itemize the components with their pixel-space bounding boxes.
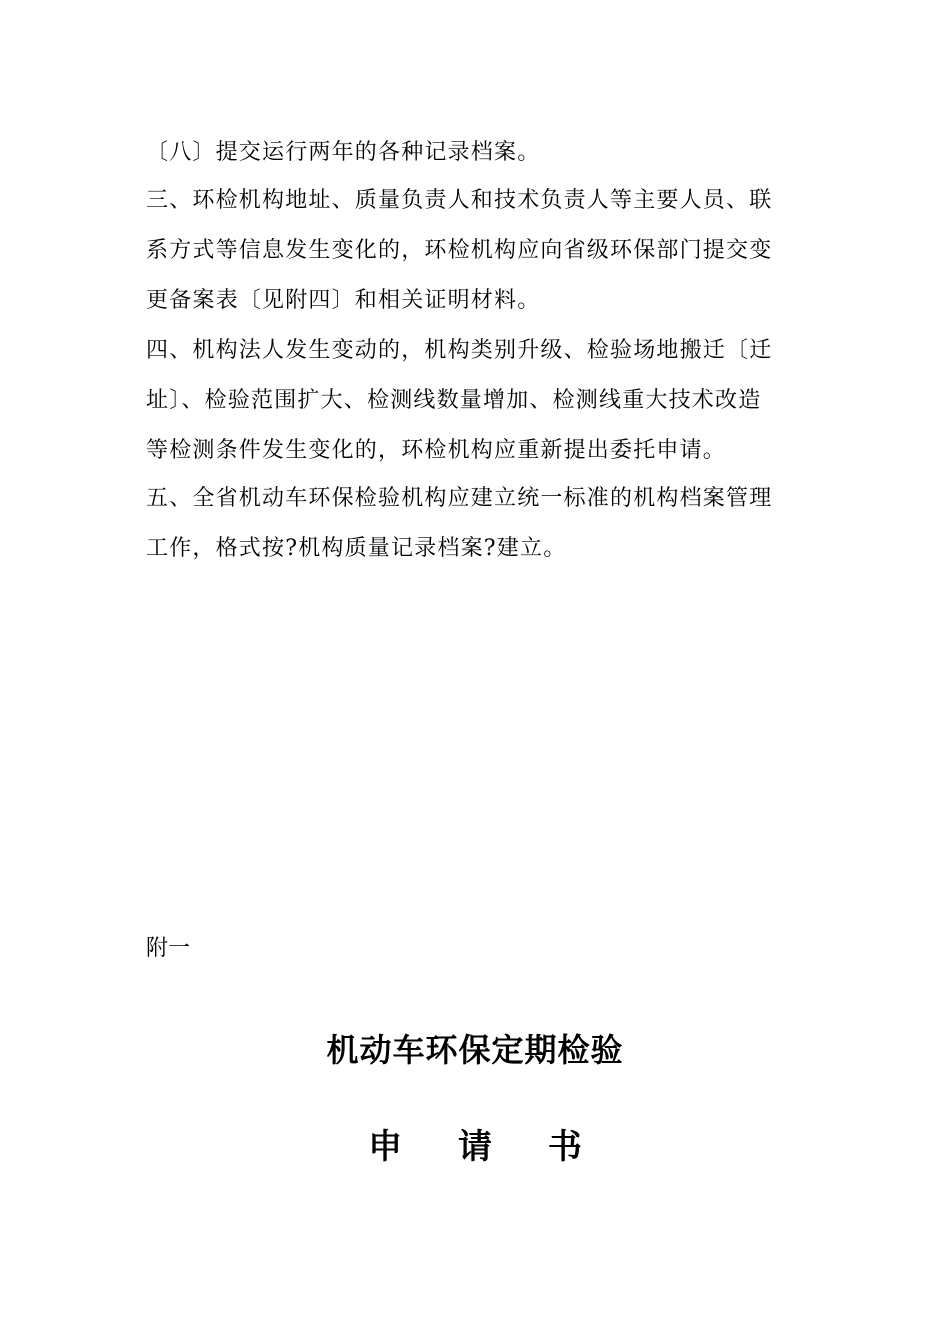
paragraph-line: 等检测条件发生变化的，环检机构应重新提出委托申请。 [146,438,727,463]
paragraph-line: 系方式等信息发生变化的，环检机构应向省级环保部门提交变 [146,238,773,263]
paragraph-line: 址〕、检验范围扩大、检测线数量增加、检测线重大技术改造 [146,388,762,413]
paragraph-line: 五、全省机动车环保检验机构应建立统一标准的机构档案管理 [146,486,773,511]
appendix-label: 附一 [146,936,191,961]
document-title: 机动车环保定期检验 [326,1031,624,1069]
paragraph-line: 〔八〕提交运行两年的各种记录档案。 [146,140,541,165]
paragraph-line: 工作，格式按?机构质量记录档案?建立。 [146,536,567,561]
paragraph-line: 四、机构法人发生变动的，机构类别升级、检验场地搬迁〔迁 [146,338,773,363]
document-subtitle: 申 请 书 [368,1127,604,1167]
paragraph-line: 三、环检机构地址、质量负责人和技术负责人等主要人员、联 [146,188,773,213]
paragraph-line: 更备案表〔见附四〕和相关证明材料。 [146,288,541,313]
